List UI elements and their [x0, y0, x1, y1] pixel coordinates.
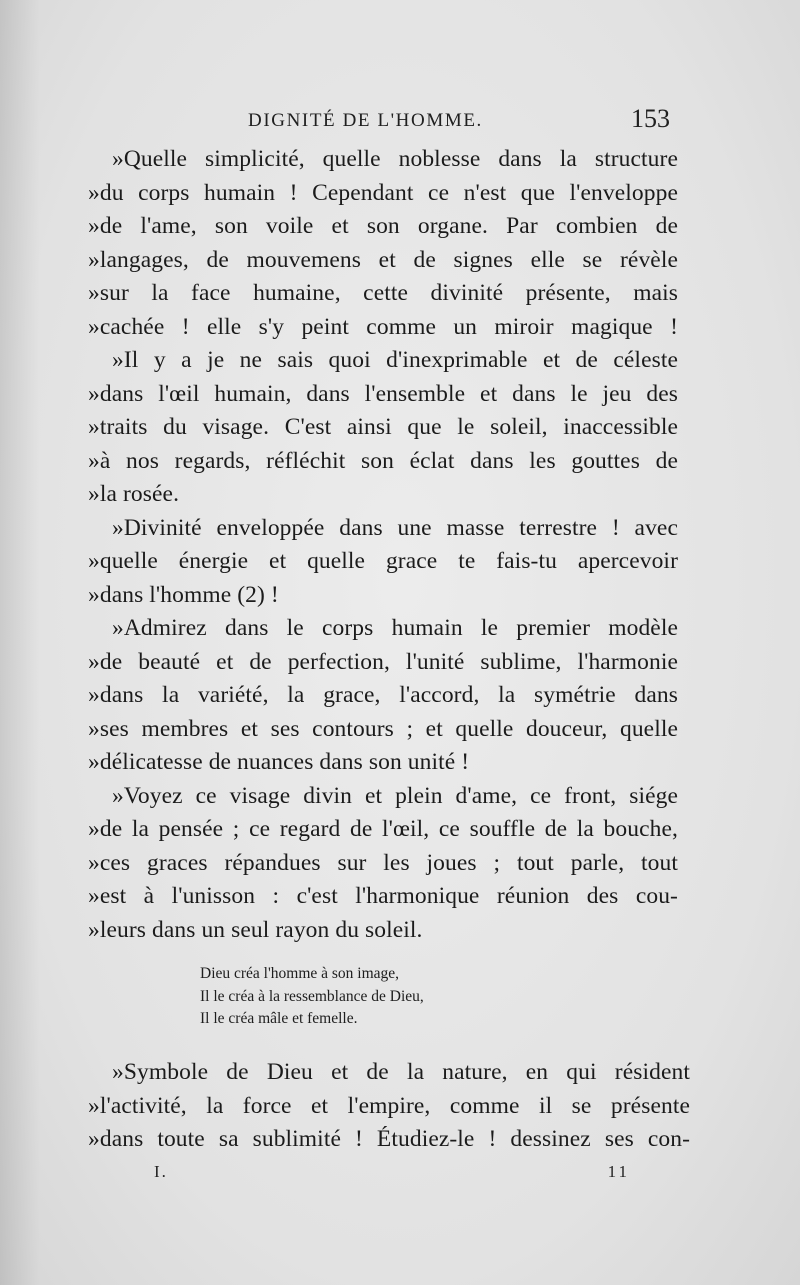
text-line: »ses membres et ses contours ; et quelle douceur, quelle — [88, 715, 678, 742]
text-line: »quelle énergie et quelle grace te fais-tu apercevoir — [88, 548, 678, 574]
text-line: »du corps humain ! Cependant ce n'est que l'enveloppe — [88, 179, 678, 206]
quote-line: Il le créa à la ressemblance de Dieu, — [200, 987, 424, 1005]
page-number: 153 — [631, 104, 670, 133]
page-header — [90, 104, 670, 136]
text-line: »Il y a je ne sais quoi d'inexprimable et de céleste — [112, 347, 678, 373]
scripture-quote — [200, 963, 530, 1031]
text-line: »Divinité enveloppée dans une masse terrestre ! avec — [112, 514, 678, 541]
text-line: »Voyez ce visage divin et plein d'ame, ce front, siége — [112, 782, 678, 809]
text-line: »dans la variété, la grace, l'accord, la symétrie dans — [88, 682, 678, 708]
text-line: »l'activité, la force et l'empire, comme il se présente — [88, 1092, 690, 1119]
text-line: »à nos regards, réfléchit son éclat dans les gouttes de — [88, 447, 678, 474]
text-line: »de l'ame, son voile et son organe. Par combien de — [88, 213, 678, 239]
text-line: »traits du visage. C'est ainsi que le soleil, inaccessible — [88, 414, 678, 440]
text-line: »Admirez dans le corps humain le premier modèle — [112, 615, 678, 641]
text-line: »dans l'homme (2) ! — [88, 581, 279, 608]
text-line: »est à l'unisson : c'est l'harmonique réunion des cou- — [88, 883, 678, 909]
text-line: »cachée ! elle s'y peint comme un miroir magique ! — [88, 313, 678, 340]
text-line: »Quelle simplicité, quelle noblesse dans la structure — [112, 146, 678, 172]
quote-line: Dieu créa l'homme à son image, — [200, 965, 400, 982]
text-line: »langages, de mouvemens et de signes elle se révèle — [88, 246, 678, 273]
text-line: »la rosée. — [88, 481, 180, 507]
body-text-continued — [88, 1056, 690, 1157]
volume-signature: I. — [154, 1162, 168, 1181]
text-line: »délicatesse de nuances dans son unité ! — [88, 749, 470, 775]
running-title: DIGNITÉ DE L'HOMME. — [248, 110, 483, 131]
text-line: »sur la face humaine, cette divinité présente, mais — [88, 280, 678, 306]
gutter-shadow — [0, 0, 40, 1285]
body-text — [88, 143, 678, 947]
text-line: »leurs dans un seul rayon du soleil. — [88, 916, 423, 943]
text-line: »de la pensée ; ce regard de l'œil, ce souffle de la bouche, — [88, 816, 678, 842]
text-line: »Symbole de Dieu et de la nature, en qui résident — [112, 1059, 690, 1085]
text-line: »dans l'œil humain, dans l'ensemble et dans le jeu des — [88, 380, 678, 407]
text-line: »de beauté et de perfection, l'unité sublime, l'harmonie — [88, 648, 678, 675]
gathering-signature: 11 — [607, 1162, 630, 1181]
text-line: »ces graces répandues sur les joues ; tout parle, tout — [88, 849, 678, 876]
text-line: »dans toute sa sublimité ! Étudiez-le ! dessinez ses con- — [88, 1126, 690, 1152]
page-footer — [150, 1162, 630, 1190]
quote-line: Il le créa mâle et femelle. — [200, 1010, 358, 1027]
